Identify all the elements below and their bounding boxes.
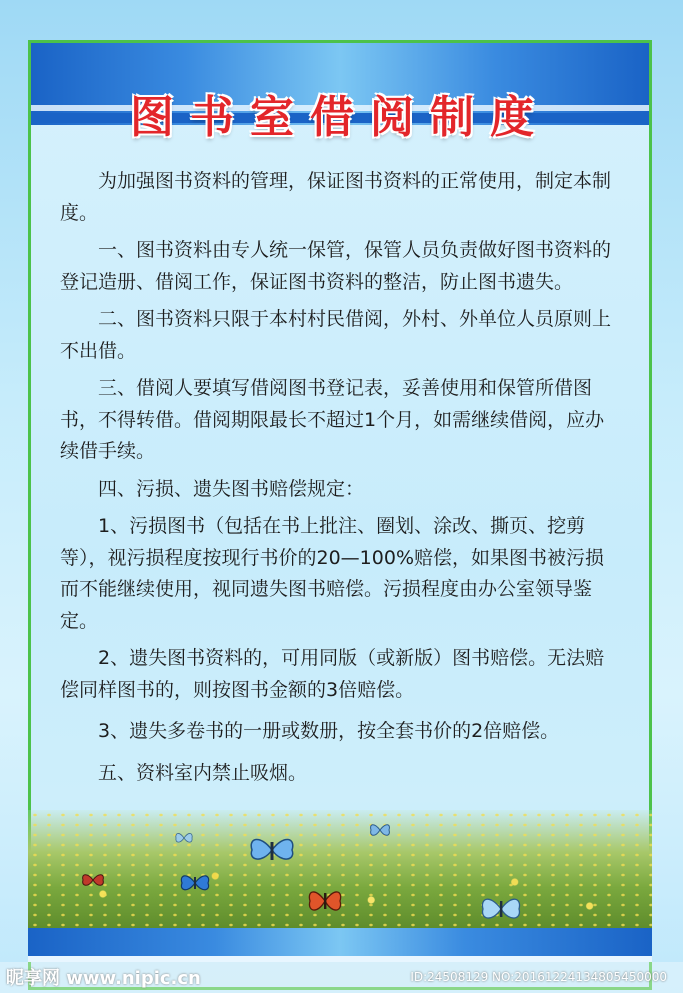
watermark-id: ID:24508129 NO:20161224134805450000 [410,970,667,984]
butterfly-icon [80,870,106,890]
board-title: 图书室借阅制度 [130,92,550,143]
butterfly-icon [178,870,212,896]
paragraph-rule-4-2: 2、遗失图书资料的，可用同版（或新版）图书赔偿。无法赔偿同样图书的，则按图书金额的3倍赔偿。 [60,647,605,701]
paragraph-rule-5: 五、资料室内禁止吸烟。 [98,761,308,784]
rules-text [60,166,620,789]
butterfly-icon [246,832,298,868]
paragraph-rule-4-3: 3、遗失多卷书的一册或数册，按全套书价的2倍赔偿。 [98,720,560,742]
watermark-logo: 昵享网 www.nipic.cn [6,968,201,989]
paragraph-rule-1: 一、图书资料由专人统一保管，保管人员负责做好图书资料的登记造册、借阅工作，保证图书资料的整洁，防止图书遗失。 [60,239,612,293]
paragraph-rule-3: 三、借阅人要填写借阅图书登记表，妥善使用和保管所借图书，不得转借。借阅期限最长不超过1个月，如需继续借阅，应办续借手续。 [60,377,605,462]
paragraph-rule-4-1: 1、污损图书（包括在书上批注、圈划、涂改、撕页、挖剪等），视污损程度按现行书价的20—100%赔偿，如果图书被污损而不能继续使用，视同遗失图书赔偿。污损程度由办公室领导鉴定。 [60,515,604,632]
butterfly-icon [174,830,194,846]
footer-band [28,928,652,956]
paragraph-intro: 为加强图书资料的管理，保证图书资料的正常使用，制定本制度。 [60,170,612,224]
paragraph-rule-2: 二、图书资料只限于本村村民借阅，外村、外单位人员原则上不出借。 [60,308,612,362]
butterfly-icon [478,892,524,926]
paragraph-rule-4: 四、污损、遗失图书赔偿规定： [98,477,365,500]
butterfly-icon [306,884,344,918]
butterfly-icon [368,820,392,840]
